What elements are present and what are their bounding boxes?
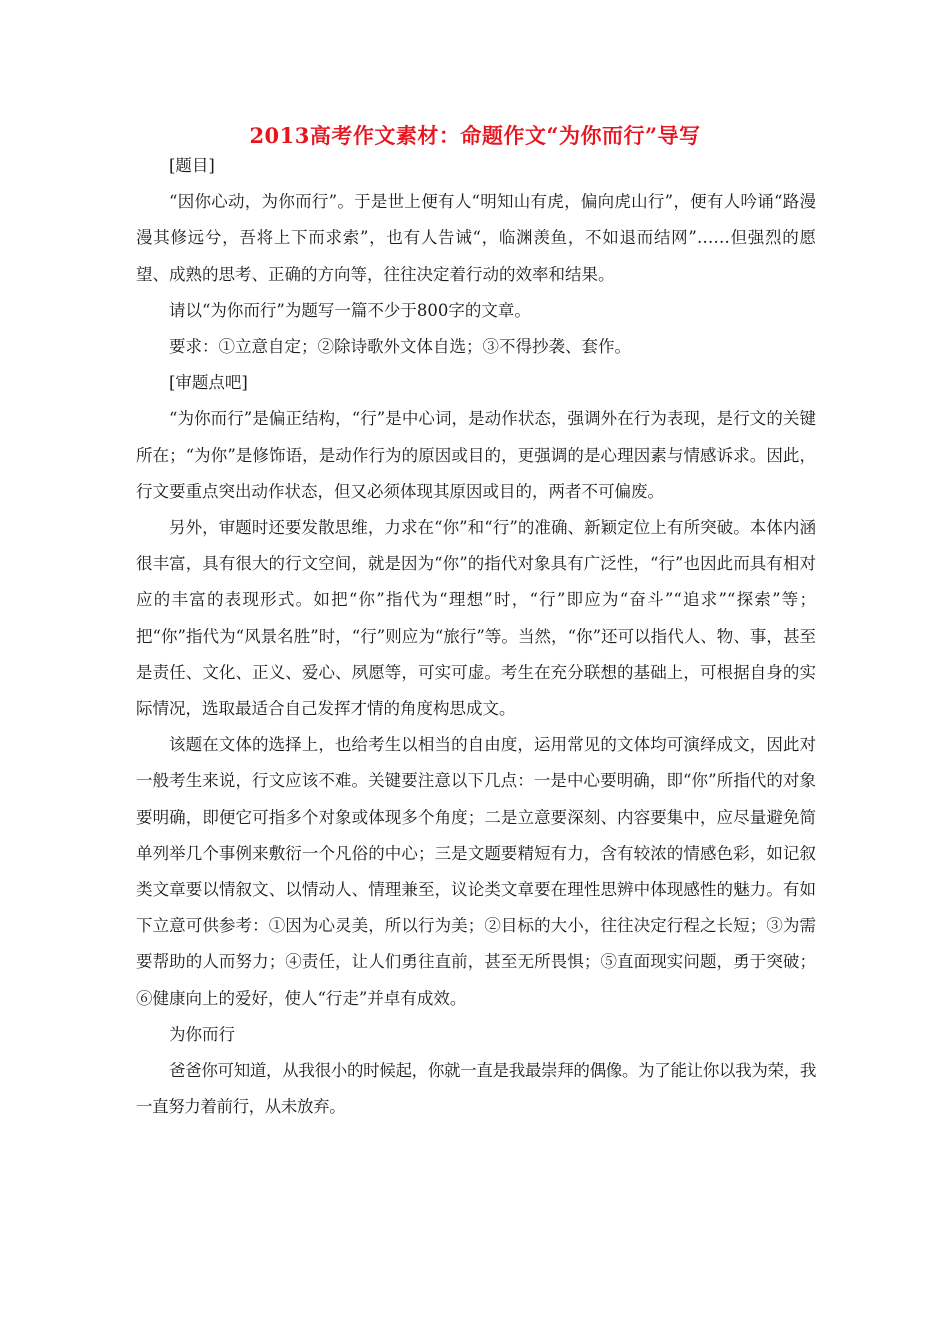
paragraph: 要求：①立意自定；②除诗歌外文体自选；③不得抄袭、套作。 [169,337,631,357]
paragraph: 该题在文体的选择上，也给考生以相当的自由度，运用常见的文体均可演绎成文，因此对一般考生来说，行文应该不难。关键要注意以下几点：一是中心要明确，即“你”所指代的对象要明确，即便它可指多个对象或体现多个角度；二是立意要深刻、内容要集中，应尽量避免简单列举几个事例来敷衍一个凡俗的中心；三是文题要精短有力，含有较浓的情感色彩，如记叙类文章要以情叙文、以情动人、情理兼至，议论类文章要在理性思辨中体现感性的魅力。有如下立意可供参考：①因为心灵美，所以行为美；②目标的大小，往往决定行程之长短；③为需要帮助的人而努力；④责任，让人们勇往直前，甚至无所畏惧；⑤直面现实问题，勇于突破；⑥健康向上的爱好，使人“行走”并卓有成效。 [136,735,816,1008]
paragraph: 请以“为你而行”为题写一篇不少于800字的文章。 [169,300,531,320]
paragraph: “为你而行”是偏正结构，“行”是中心词，是动作状态，强调外在行为表现，是行文的关键所在；“为你”是修饰语，是动作行为的原因或目的，更强调的是心理因素与情感诉求。因此，行文要重点突出动作状态，但又必须体现其原因或目的，两者不可偏废。 [136,409,816,501]
paragraph-heading-analysis: [审题点吧] [169,373,248,393]
paragraph: 另外，审题时还要发散思维，力求在“你”和“行”的准确、新颖定位上有所突破。本体内涵很丰富，具有很大的行文空间，就是因为“你”的指代对象具有广泛性，“行”也因此而具有相对应的丰富的表现形式。如把“你”指代为“理想”时，“行”即应为“奋斗”“追求”“探索”等；把“你”指代为“风景名胜”时，“行”则应为“旅行”等。当然，“你”还可以指代人、物、事，甚至是责任、文化、正义、爱心、夙愿等，可实可虚。考生在充分联想的基础上，可根据自身的实际情况，选取最适合自己发挥才情的角度构思成文。 [136,518,816,719]
document-body [136,148,816,1125]
paragraph-heading-topic: [题目] [169,156,215,175]
essay-title: 为你而行 [169,1024,235,1044]
paragraph: 爸爸你可知道，从我很小的时候起，你就一直是我最崇拜的偶像。为了能让你以我为荣，我一直努力着前行，从未放弃。 [136,1061,816,1117]
document-title: 2013高考作文素材：命题作文“为你而行”导写 [249,123,701,148]
paragraph: “因你心动，为你而行”。于是世上便有人“明知山有虎，偏向虎山行”，便有人吟诵“路漫漫其修远兮，吾将上下而求索”，也有人告诫“，临渊羡鱼，不如退而结网”……但强烈的愿望、成熟的思考、正确的方向等，往往决定着行动的效率和结果。 [136,192,816,284]
